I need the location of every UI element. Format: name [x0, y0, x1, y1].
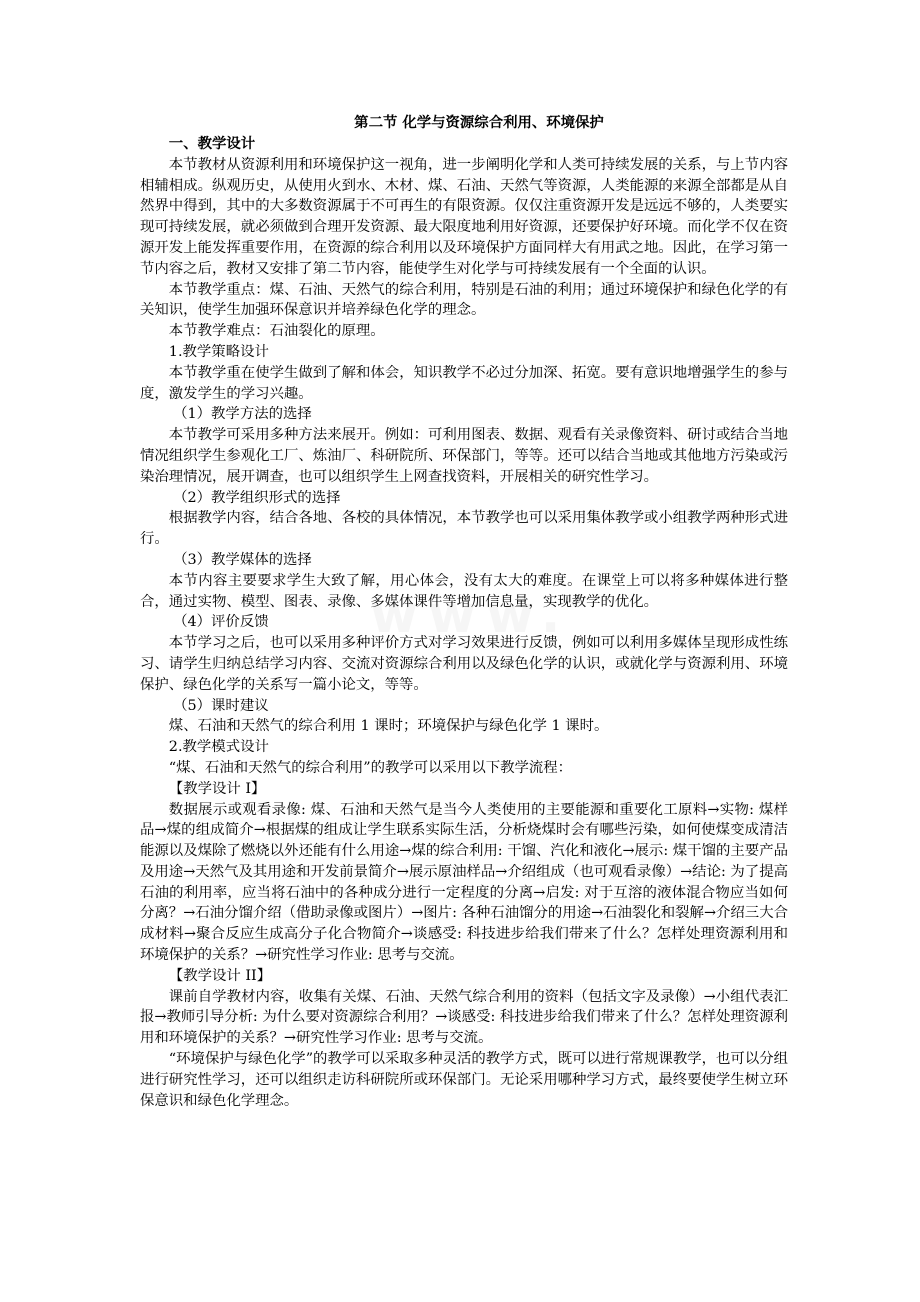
mode-heading: 2.教学模式设计	[168, 739, 269, 756]
intro-paragraph: 本节教材从资源利用和环境保护这一视角，进一步阐明化学和人类可持续发展的关系，与上节内容相辅相成。纵观历史，从使用火到水、木材、煤、石油、天然气等资源，人类能源的来源全部都是从自然界中得到，其中的大多数资源属于不可再生的有限资源。仅仅注重资源开发是远远不够的，人类要实现可持续发展，就必须做到合理开发资源、最大限度地利用好资源，还要保护好环境。而化学不仅在资源开发上能发挥重要作用，在资源的综合利用以及环境保护方面同样大有用武之地。因此，在学习第一节内容之后，教材又安排了第二节内容，能使学生对化学与可持续发展有一个全面的认识。	[140, 156, 788, 277]
mode-paragraph: “煤、石油和天然气的综合利用”的教学可以采用以下教学流程：	[168, 759, 573, 776]
design-one-heading: 【教学设计 I】	[168, 780, 266, 797]
design-one-paragraph: 数据展示或观看录像: 煤、石油和天然气是当今人类使用的主要能源和重要化工原料→实物: 煤样品→煤的组成简介→根据煤的组成让学生联系实际生活，分析烧煤时会有哪些污染，如何使煤变成清洁能源以及煤除了燃烧以外还能有什么用途→煤的综合利用: 干馏、汽化和液化→展示: 煤干馏的主要产品及用途→天然气及其用途和开发前景简介→展示原油样品→介绍组成（也可观看录像）→结论: 为了提高石油的利用率，应当将石油中的各种成分进行一定程度的分离→启发: 对于互溶的液体混合物应当如何分离？→石油分馏介绍（借助录像或图片）→图片: 各种石油馏分的用途→石油裂化和裂解→介绍三大合成材料→聚合反应生成高分子化合物简介→谈感受: 科技进步给我们带来了什么？怎样处理资源利用和环境保护的关系？→研究性学习作业: 思考与交流。	[140, 801, 788, 964]
design-two-paragraph: 课前自学教材内容，收集有关煤、石油、天然气综合利用的资料（包括文字及录像）→小组代表汇报→教师引导分析: 为什么要对资源综合利用？→谈感受: 科技进步给我们带来了什么？怎样处理资源利用和环境保护的关系？→研究性学习作业: 思考与交流。	[140, 988, 788, 1047]
green-chemistry-paragraph: “环境保护与绿色化学”的教学可以采取多种灵活的教学方式，既可以进行常规课教学，也可以分组进行研究性学习，还可以组织走访科研院所或环保部门。无论采用哪种学习方式，最终要使学生树立环保意识和绿色化学理念。	[140, 1051, 788, 1109]
strategy-paragraph: 本节教学重在使学生做到了解和体会，知识教学不必过分加深、拓宽。要有意识地增强学生的参与度，激发学生的学习兴趣。	[140, 364, 788, 402]
key-points-paragraph: 本节教学重点：煤、石油、天然气的综合利用，特别是石油的利用；通过环境保护和绿色化学的有关知识，使学生加强环保意识并培养绿色化学的理念。	[140, 281, 788, 319]
document-page	[140, 112, 788, 1111]
strategy-heading: 1.教学策略设计	[168, 343, 269, 360]
hours-paragraph: 煤、石油和天然气的综合利用 1 课时；环境保护与绿色化学 1 课时。	[168, 718, 609, 735]
organization-heading: （2）教学组织形式的选择	[173, 489, 341, 506]
design-two-heading: 【教学设计 II】	[168, 967, 272, 984]
difficulty-paragraph: 本节教学难点：石油裂化的原理。	[168, 323, 385, 340]
evaluation-paragraph: 本节学习之后，也可以采用多种评价方式对学习效果进行反馈，例如可以利用多媒体呈现形成性练习、请学生归纳总结学习内容、交流对资源综合利用以及绿色化学的认识，或就化学与资源利用、环境保护、绿色化学的关系写一篇小论文，等等。	[140, 635, 788, 693]
section-heading-teaching-design: 一、教学设计	[168, 135, 256, 152]
method-heading: （1）教学方法的选择	[173, 406, 312, 423]
organization-paragraph: 根据教学内容，结合各地、各校的具体情况，本节教学也可以采用集体教学或小组教学两种形式进行。	[140, 510, 788, 548]
hours-heading: （5）课时建议	[173, 697, 269, 714]
method-paragraph: 本节教学可采用多种方法来展开。例如：可利用图表、数据、观看有关录像资料、研讨或结合当地情况组织学生参观化工厂、炼油厂、科研院所、环保部门，等等。还可以结合当地或其他地方污染或污染治理情况，展开调查，也可以组织学生上网查找资料，开展相关的研究性学习。	[140, 427, 788, 485]
evaluation-heading: （4）评价反馈	[173, 614, 269, 631]
media-paragraph: 本节内容主要要求学生大致了解，用心体会，没有太大的难度。在课堂上可以将多种媒体进行整合，通过实物、模型、图表、录像、多媒体课件等增加信息量，实现教学的优化。	[140, 572, 788, 610]
media-heading: （3）教学媒体的选择	[173, 551, 312, 568]
document-title: 第二节 化学与资源综合利用、环境保护	[354, 114, 604, 131]
